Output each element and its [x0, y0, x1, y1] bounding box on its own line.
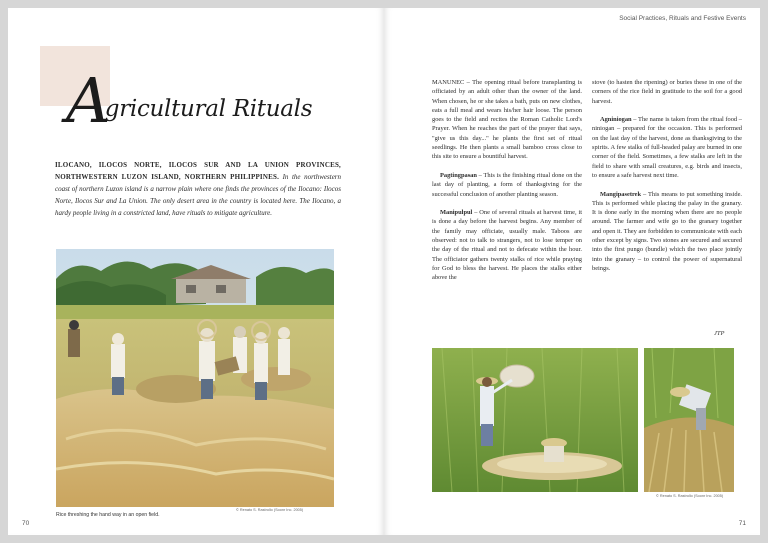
author-signature: JTP — [714, 330, 725, 337]
ritual-text: MANUNEC – The opening ritual before transplanting is officiated by an adult other than the owner of the land. When chosen, he or she takes a bath, puts on new clothes, eats a full meal and wears his/her hair loose. The person goes to the field and recites the Roman Catholic Lord's Prayer. When he reaches the part of the prayer that says, "give us this day..." he plants the first set of ritual seedlings. He then plants a small bamboo cross close to this site to ensure a bountiful harvest. — [432, 79, 582, 161]
ritual-paragraph — [432, 171, 582, 199]
ritual-paragraph — [592, 190, 742, 274]
right-photo-credit: © Renato S. Rastrollo (Soonr Inc. 2005) — [656, 494, 724, 498]
book-spread — [8, 8, 760, 535]
ritual-paragraph — [432, 208, 582, 282]
ritual-text: – One of several rituals at harvest time, it is done a day before the harvest begins. Any member of the family may officiate, usually male. Taboos are observed: not to talk to strangers, not to lose temper on the day of the ritual and not to defecate within the hour. The officiator gathers twenty stalks of rice while praying for God to bless the harvest. He places the stalks either above the — [432, 209, 582, 282]
page-number-right: 71 — [738, 520, 746, 527]
ritual-paragraph — [592, 115, 742, 180]
title-initial: A — [66, 64, 111, 137]
left-photo-caption: Rice threshing the hand way in an open field. — [56, 512, 160, 518]
ritual-term: Agniniogan — [600, 116, 632, 124]
ritual-term: Mangipasetrek — [600, 190, 642, 198]
winnowing-photo — [432, 348, 638, 492]
page-title — [66, 64, 318, 137]
ritual-term: Pagtingpasan — [440, 171, 477, 179]
bundling-photo — [644, 348, 734, 492]
intro-description: In the northwestern coast of northern Luzon island is a narrow plain where one finds the provinces of the Ilocano: Ilocos Norte, Ilocos Sur and La Union. The only desert area in the country is located here. The Ilocano, a hardy people living in a constricted land, have rituals to mitigate agriculture. — [55, 173, 342, 217]
ritual-text: – The name is taken from the ritual food – niniogan – prepared for the occasion. This is performed on the last day of the harvest, done as thanksgiving to the spirits. A few stalks of full-headed palay are burned in one corner of the field. Sometimes, a few stalks are left in the field to share with small creatures, e.g. birds and insects, to ensure a safe harvest next time. — [592, 116, 742, 179]
title-rest: gricultural Rituals — [104, 96, 313, 122]
ritual-text: – This means to put something inside. This is performed while placing the palay in the granary. It is done early in the morning when there are no people around. The farmer and wife go to the granary together and open it. They are forbidden to communicate with each other except by signs. Two stones are secured and secured into the first pungo (bundle) which the two place jointly into the granary – to control the power of supernatural beings. — [592, 190, 742, 272]
ritual-term: Manipulpul — [440, 209, 473, 217]
page-number-left: 70 — [22, 520, 30, 527]
ritual-paragraph — [592, 78, 742, 106]
left-page — [8, 8, 384, 535]
intro-paragraph — [55, 159, 341, 219]
rice-threshing-photo — [56, 249, 334, 507]
ritual-text: stove (to hasten the ripening) or buries these in one of the corners of the rice field in gratitude to the soil for a good harvest. — [592, 79, 742, 105]
intro-location: ILOCANO, ILOCOS NORTE, ILOCOS SUR AND LA UNION PROVINCES, NORTHWESTERN LUZON ISLAND, NORTHERN PHILIPPINES. — [55, 161, 341, 181]
ritual-paragraph — [432, 78, 582, 162]
left-photo-credit: © Renato S. Rastrollo (Soonr Inc. 2005) — [236, 508, 304, 512]
section-header: Social Practices, Rituals and Festive Events — [619, 15, 746, 22]
ritual-text: – This is the finishing ritual done on the last day of planting, a form of thanksgiving for the successful conclusion of another planting season. — [432, 171, 582, 198]
right-page — [384, 8, 760, 535]
text-column-2 — [592, 78, 742, 283]
text-column-1 — [432, 78, 582, 292]
